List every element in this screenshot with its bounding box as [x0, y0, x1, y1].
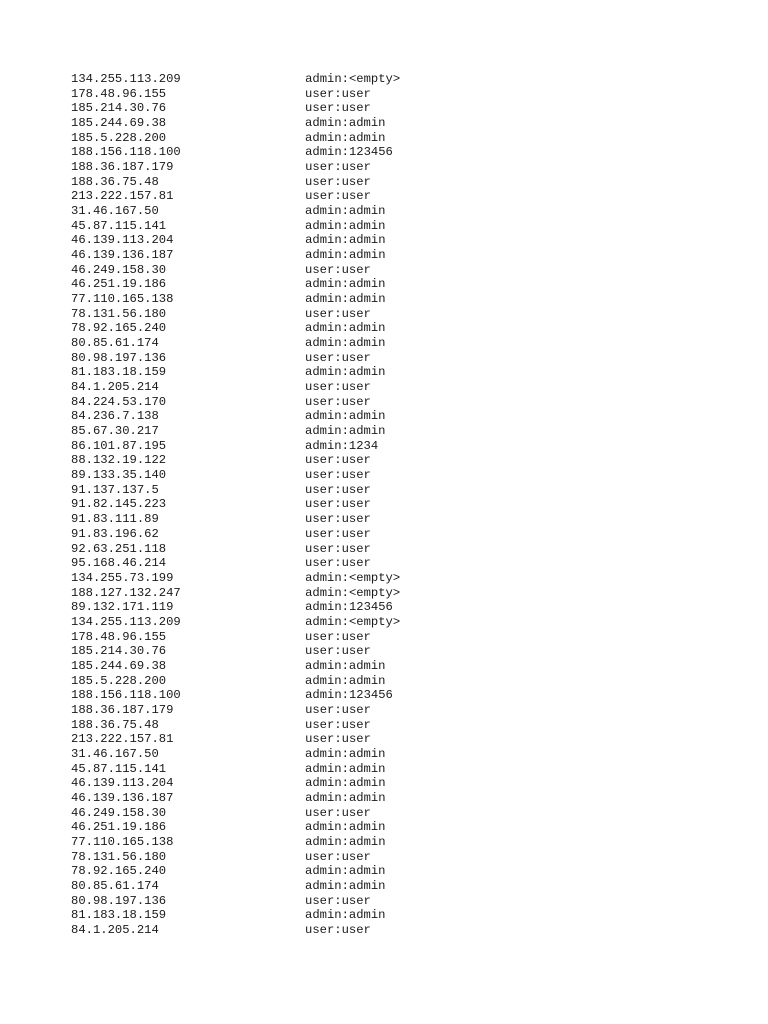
- credential: admin:<empty>: [305, 72, 401, 86]
- credential: user:user: [305, 556, 371, 571]
- ip-address: 80.85.61.174: [71, 878, 159, 893]
- list-item: [71, 292, 400, 307]
- ip-address: 46.139.113.204: [71, 776, 174, 791]
- column-gap: [166, 395, 305, 410]
- column-gap: [159, 483, 305, 498]
- list-item: [71, 483, 400, 498]
- credential: user:user: [305, 160, 371, 175]
- credential: user:user: [305, 849, 371, 864]
- ip-address: 31.46.167.50: [71, 746, 159, 761]
- column-gap: [159, 923, 305, 938]
- list-item: [71, 703, 400, 718]
- column-gap: [166, 864, 305, 879]
- column-gap: [159, 747, 305, 762]
- column-gap: [181, 586, 305, 601]
- ip-address: 77.110.165.138: [71, 834, 174, 849]
- ip-address: 45.87.115.141: [71, 218, 167, 233]
- credential: admin:admin: [305, 790, 386, 805]
- credential: admin:admin: [305, 218, 386, 233]
- column-gap: [166, 820, 305, 835]
- column-gap: [159, 204, 305, 219]
- ip-address: 188.36.187.179: [71, 160, 174, 175]
- credential: admin:1234: [305, 438, 379, 453]
- ip-address: 84.1.205.214: [71, 922, 159, 937]
- ip-address: 134.255.113.209: [71, 72, 181, 86]
- column-gap: [166, 674, 305, 689]
- column-gap: [159, 424, 305, 439]
- column-gap: [159, 879, 305, 894]
- ip-address: 185.5.228.200: [71, 130, 167, 145]
- column-gap: [166, 453, 305, 468]
- list-item: [71, 615, 400, 630]
- credential: admin:admin: [305, 248, 386, 263]
- credential: admin:admin: [305, 116, 386, 131]
- credential: admin:<empty>: [305, 614, 401, 629]
- list-item: [71, 806, 400, 821]
- column-gap: [166, 556, 305, 571]
- credential: admin:admin: [305, 878, 386, 893]
- credential: user:user: [305, 702, 371, 717]
- list-item: [71, 321, 400, 336]
- column-gap: [173, 292, 305, 307]
- list-item: [71, 468, 400, 483]
- column-gap: [166, 762, 305, 777]
- list-item: [71, 424, 400, 439]
- column-gap: [181, 72, 305, 87]
- column-gap: [166, 497, 305, 512]
- credential: admin:<empty>: [305, 585, 401, 600]
- credential: user:user: [305, 306, 371, 321]
- credential: admin:admin: [305, 746, 386, 761]
- list-item: [71, 204, 400, 219]
- column-gap: [159, 718, 305, 733]
- credential: admin:admin: [305, 864, 386, 879]
- ip-address: 81.183.18.159: [71, 365, 167, 380]
- list-item: [71, 747, 400, 762]
- column-gap: [159, 527, 305, 542]
- column-gap: [159, 512, 305, 527]
- list-item: [71, 409, 400, 424]
- credential: admin:admin: [305, 130, 386, 145]
- credential: user:user: [305, 350, 371, 365]
- credential: user:user: [305, 482, 371, 497]
- column-gap: [173, 189, 305, 204]
- ip-address: 84.236.7.138: [71, 409, 159, 424]
- credential: user:user: [305, 174, 371, 189]
- ip-address: 31.46.167.50: [71, 204, 159, 219]
- ip-address: 91.137.137.5: [71, 482, 159, 497]
- column-gap: [173, 600, 305, 615]
- credential: user:user: [305, 526, 371, 541]
- ip-address: 188.36.75.48: [71, 174, 159, 189]
- credential: admin:admin: [305, 292, 386, 307]
- ip-address: 46.139.113.204: [71, 233, 174, 248]
- credential: admin:admin: [305, 409, 386, 424]
- list-item: [71, 586, 400, 601]
- credential: user:user: [305, 497, 371, 512]
- credential: user:user: [305, 394, 371, 409]
- list-item: [71, 674, 400, 689]
- column-gap: [166, 219, 305, 234]
- list-item: [71, 395, 400, 410]
- column-gap: [166, 365, 305, 380]
- column-gap: [173, 233, 305, 248]
- list-item: [71, 248, 400, 263]
- list-item: [71, 160, 400, 175]
- list-item: [71, 277, 400, 292]
- ip-address: 188.156.118.100: [71, 688, 181, 703]
- list-item: [71, 453, 400, 468]
- ip-address: 185.214.30.76: [71, 644, 167, 659]
- list-item: [71, 116, 400, 131]
- credential: admin:admin: [305, 365, 386, 380]
- list-item: [71, 439, 400, 454]
- ip-address: 185.244.69.38: [71, 116, 167, 131]
- column-gap: [166, 644, 305, 659]
- list-item: [71, 175, 400, 190]
- column-gap: [173, 776, 305, 791]
- list-item: [71, 380, 400, 395]
- column-gap: [166, 542, 305, 557]
- ip-address: 213.222.157.81: [71, 732, 174, 747]
- ip-address: 46.249.158.30: [71, 262, 167, 277]
- credential: admin:admin: [305, 834, 386, 849]
- list-item: [71, 894, 400, 909]
- list-item: [71, 307, 400, 322]
- column-gap: [173, 835, 305, 850]
- ip-address: 213.222.157.81: [71, 189, 174, 204]
- list-item: [71, 336, 400, 351]
- ip-address: 188.156.118.100: [71, 145, 181, 160]
- column-gap: [159, 175, 305, 190]
- credential: user:user: [305, 380, 371, 395]
- credential: user:user: [305, 189, 371, 204]
- credential: user:user: [305, 468, 371, 483]
- ip-address: 78.131.56.180: [71, 306, 167, 321]
- ip-address: 78.92.165.240: [71, 864, 167, 879]
- list-item: [71, 145, 400, 160]
- credential: user:user: [305, 512, 371, 527]
- list-item: [71, 835, 400, 850]
- list-item: [71, 630, 400, 645]
- list-item: [71, 542, 400, 557]
- column-gap: [181, 145, 305, 160]
- column-gap: [173, 791, 305, 806]
- credential: admin:<empty>: [305, 570, 401, 585]
- list-item: [71, 644, 400, 659]
- credential: user:user: [305, 893, 371, 908]
- list-item: [71, 512, 400, 527]
- ip-address: 185.244.69.38: [71, 658, 167, 673]
- column-gap: [166, 87, 305, 102]
- ip-address: 78.92.165.240: [71, 321, 167, 336]
- ip-address: 89.132.171.119: [71, 600, 174, 615]
- ip-address: 185.5.228.200: [71, 673, 167, 688]
- column-gap: [159, 380, 305, 395]
- list-item: [71, 923, 400, 938]
- column-gap: [166, 101, 305, 116]
- credential: user:user: [305, 922, 371, 937]
- credential: admin:admin: [305, 820, 386, 835]
- list-item: [71, 864, 400, 879]
- list-item: [71, 776, 400, 791]
- ip-address: 89.133.35.140: [71, 468, 167, 483]
- credential: user:user: [305, 717, 371, 732]
- credential: user:user: [305, 453, 371, 468]
- column-gap: [181, 615, 305, 630]
- ip-address: 46.251.19.186: [71, 820, 167, 835]
- ip-address: 185.214.30.76: [71, 101, 167, 116]
- list-item: [71, 365, 400, 380]
- column-gap: [166, 131, 305, 146]
- credential: admin:123456: [305, 688, 393, 703]
- column-gap: [159, 409, 305, 424]
- ip-address: 84.224.53.170: [71, 394, 167, 409]
- credential: admin:admin: [305, 658, 386, 673]
- column-gap: [166, 894, 305, 909]
- list-item: [71, 762, 400, 777]
- column-gap: [166, 468, 305, 483]
- ip-address: 134.255.73.199: [71, 570, 174, 585]
- column-gap: [166, 630, 305, 645]
- credential: admin:admin: [305, 204, 386, 219]
- column-gap: [173, 571, 305, 586]
- column-gap: [166, 439, 305, 454]
- list-item: [71, 527, 400, 542]
- credential: user:user: [305, 541, 371, 556]
- ip-address: 46.139.136.187: [71, 248, 174, 263]
- ip-address: 178.48.96.155: [71, 86, 167, 101]
- column-gap: [166, 351, 305, 366]
- ip-address: 46.249.158.30: [71, 805, 167, 820]
- ip-address: 86.101.87.195: [71, 438, 167, 453]
- column-gap: [166, 806, 305, 821]
- column-gap: [166, 277, 305, 292]
- column-gap: [173, 160, 305, 175]
- ip-address: 188.36.187.179: [71, 702, 174, 717]
- ip-address: 81.183.18.159: [71, 908, 167, 923]
- list-item: [71, 571, 400, 586]
- list-item: [71, 718, 400, 733]
- list-item: [71, 879, 400, 894]
- list-item: [71, 263, 400, 278]
- ip-address: 91.83.111.89: [71, 512, 159, 527]
- ip-address: 95.168.46.214: [71, 556, 167, 571]
- ip-address: 45.87.115.141: [71, 761, 167, 776]
- list-item: [71, 600, 400, 615]
- ip-address: 188.127.132.247: [71, 585, 181, 600]
- ip-address: 178.48.96.155: [71, 629, 167, 644]
- column-gap: [173, 703, 305, 718]
- list-item: [71, 87, 400, 102]
- ip-address: 91.83.196.62: [71, 526, 159, 541]
- list-item: [71, 189, 400, 204]
- list-item: [71, 908, 400, 923]
- credential: admin:123456: [305, 145, 393, 160]
- column-gap: [159, 336, 305, 351]
- list-item: [71, 131, 400, 146]
- column-gap: [166, 321, 305, 336]
- list-item: [71, 233, 400, 248]
- list-item: [71, 101, 400, 116]
- credential: user:user: [305, 629, 371, 644]
- list-item: [71, 219, 400, 234]
- column-gap: [173, 248, 305, 263]
- credential: admin:admin: [305, 336, 386, 351]
- list-item: [71, 72, 400, 87]
- list-item: [71, 850, 400, 865]
- credential: admin:admin: [305, 761, 386, 776]
- column-gap: [166, 850, 305, 865]
- ip-credential-listing: [71, 72, 400, 938]
- column-gap: [166, 263, 305, 278]
- list-item: [71, 497, 400, 512]
- list-item: [71, 659, 400, 674]
- ip-address: 84.1.205.214: [71, 380, 159, 395]
- list-item: [71, 556, 400, 571]
- list-item: [71, 791, 400, 806]
- credential: admin:admin: [305, 908, 386, 923]
- credential: admin:admin: [305, 776, 386, 791]
- column-gap: [173, 732, 305, 747]
- list-item: [71, 732, 400, 747]
- credential: admin:admin: [305, 673, 386, 688]
- list-item: [71, 351, 400, 366]
- ip-address: 80.98.197.136: [71, 350, 167, 365]
- credential: user:user: [305, 262, 371, 277]
- credential: user:user: [305, 101, 371, 116]
- credential: admin:admin: [305, 321, 386, 336]
- credential: user:user: [305, 805, 371, 820]
- credential: user:user: [305, 644, 371, 659]
- ip-address: 46.251.19.186: [71, 277, 167, 292]
- credential: admin:admin: [305, 277, 386, 292]
- column-gap: [166, 116, 305, 131]
- credential: admin:admin: [305, 424, 386, 439]
- ip-address: 91.82.145.223: [71, 497, 167, 512]
- ip-address: 80.85.61.174: [71, 336, 159, 351]
- list-item: [71, 820, 400, 835]
- credential: user:user: [305, 86, 371, 101]
- ip-address: 88.132.19.122: [71, 453, 167, 468]
- credential: user:user: [305, 732, 371, 747]
- ip-address: 77.110.165.138: [71, 292, 174, 307]
- column-gap: [166, 659, 305, 674]
- credential: admin:admin: [305, 233, 386, 248]
- ip-address: 80.98.197.136: [71, 893, 167, 908]
- list-item: [71, 688, 400, 703]
- ip-address: 134.255.113.209: [71, 614, 181, 629]
- credential: admin:123456: [305, 600, 393, 615]
- column-gap: [166, 307, 305, 322]
- column-gap: [181, 688, 305, 703]
- ip-address: 188.36.75.48: [71, 717, 159, 732]
- ip-address: 46.139.136.187: [71, 790, 174, 805]
- ip-address: 85.67.30.217: [71, 424, 159, 439]
- ip-address: 78.131.56.180: [71, 849, 167, 864]
- ip-address: 92.63.251.118: [71, 541, 167, 556]
- column-gap: [166, 908, 305, 923]
